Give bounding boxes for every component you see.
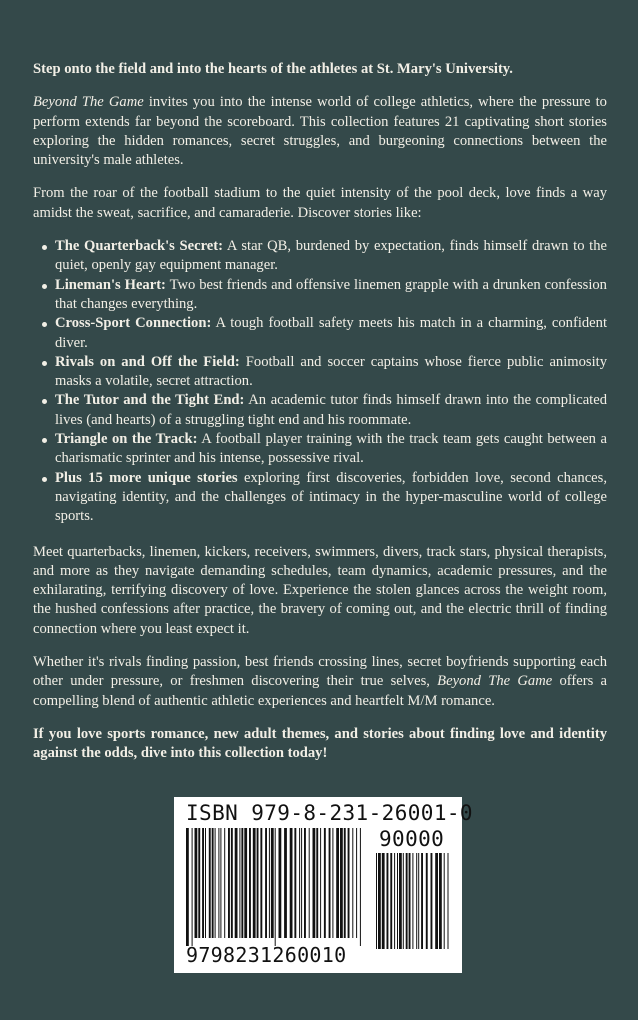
paragraph-1-text: invites you into the intense world of college athletics, where the pressure to perform extends far beyond the scoreboard. This collection features 21 captivating short stories exploring the hidden romances, secret struggles, and burgeoning connections between the university's male athletes. (33, 94, 607, 169)
barcode-bar (439, 853, 442, 949)
isbn-barcode (174, 797, 473, 973)
barcode-bar (340, 828, 343, 938)
story-title: Lineman's Heart: (55, 276, 166, 293)
paragraph-4-text-b: offers a compelling blend of authentic athletic experiences and heartfelt M/M romance. (33, 673, 607, 709)
barcode-bar (403, 853, 404, 949)
list-item (33, 469, 607, 527)
barcode-bar (309, 828, 310, 938)
barcode-bar (244, 828, 247, 938)
barcode-bar (195, 828, 198, 938)
barcode-bar (313, 828, 316, 938)
book-title-2: Beyond The Game (437, 673, 553, 690)
story-list (33, 237, 607, 526)
barcode-bar (448, 853, 449, 949)
barcode-bar (336, 828, 339, 938)
barcode-bar (376, 853, 377, 949)
barcode-bar (239, 828, 240, 938)
barcode-bar (378, 853, 381, 949)
barcode-bar (253, 828, 256, 938)
barcode-bar (284, 828, 287, 938)
barcode-bar (299, 828, 300, 938)
barcode-bar (394, 853, 395, 949)
story-title: The Quarterback's Secret: (55, 238, 224, 255)
story-text: exploring first discoveries, forbidden love, second chances, navigating identity, and the challenges of intimacy in the hyper-masculine world of college sports. (55, 469, 607, 525)
story-text: A star QB, burdened by expectation, finds himself drawn to the quiet, openly gay equipment manager. (55, 238, 608, 274)
barcode-bar (294, 828, 296, 938)
barcode-bar (382, 853, 385, 949)
paragraph-4 (33, 653, 607, 711)
barcode-bar (360, 828, 361, 946)
barcode-bar (269, 828, 270, 938)
barcode-bar (390, 853, 392, 949)
story-text: A tough football safety meets his match in a charming, confident diver. (55, 315, 607, 351)
barcode-bar (329, 828, 331, 938)
barcode-bar (304, 828, 306, 938)
list-item (33, 314, 607, 353)
barcode-bar (412, 853, 413, 949)
barcode-bar (209, 828, 211, 938)
barcode-bar (348, 828, 350, 938)
barcode-bar (235, 828, 238, 938)
barcode-bar (218, 828, 219, 938)
barcode-bars-addon (376, 853, 450, 957)
barcode-bar (406, 853, 408, 949)
barcode-bar (431, 853, 433, 949)
paragraph-4-text-a: Whether it's rivals finding passion, best friends crossing lines, secret boyfriends supporting each other under pressure, or freshmen discovering their true selves, (33, 654, 607, 690)
story-text: Football and soccer captains whose fierce public animosity masks a volatile, secret attraction. (55, 353, 608, 390)
list-item (33, 276, 607, 315)
barcode-bar (212, 828, 214, 938)
story-title: Cross-Sport Connection: (55, 315, 212, 332)
barcode-bar (231, 828, 233, 938)
barcode-bar (444, 853, 445, 949)
closing-call-to-action: If you love sports romance, new adult themes, and stories about finding love and identity against the odds, dive into this collection today! (33, 725, 607, 762)
barcode-bar (271, 828, 274, 938)
barcode-bar (224, 828, 225, 938)
story-title: Plus 15 more unique stories (55, 469, 238, 486)
barcode-bar (387, 853, 389, 949)
barcode-bar (279, 828, 282, 938)
barcode-bar (198, 828, 200, 938)
barcode-bar (249, 828, 251, 938)
barcode-bars-main (186, 828, 364, 946)
story-text: Two best friends and offensive linemen grapple with a drunken confession that changes everything. (55, 276, 607, 312)
book-title-1: Beyond The Game (33, 94, 144, 111)
barcode-bar (397, 853, 398, 949)
barcode-bar (324, 828, 326, 938)
story-text: An academic tutor finds himself drawn into the complicated lives (and hearts) of a struggling tight end and his roommate. (55, 392, 607, 428)
back-cover-blurb (33, 60, 607, 778)
barcode-bar (228, 828, 230, 938)
barcode-bar (265, 828, 267, 938)
barcode-bar (418, 853, 419, 949)
barcode-bar (356, 828, 357, 938)
isbn-label: ISBN 979-8-231-26001-0 (186, 801, 473, 825)
barcode-bar (409, 853, 411, 949)
barcode-bar (241, 828, 243, 938)
price-code: 90000 (379, 827, 445, 851)
story-title: The Tutor and the Tight End: (55, 392, 245, 409)
barcode-bar (215, 828, 216, 938)
barcode-bar (416, 853, 417, 949)
list-item (33, 430, 607, 469)
story-title: Triangle on the Track: (55, 431, 198, 448)
barcode-bar (257, 828, 259, 938)
barcode-bar (332, 828, 333, 938)
list-item (33, 353, 607, 392)
barcode-bar (352, 828, 353, 938)
intro-line: Step onto the field and into the hearts of the athletes at St. Mary's University. (33, 61, 513, 77)
barcode-bar (316, 828, 318, 938)
list-item (33, 237, 607, 276)
list-item (33, 391, 607, 430)
barcode-bar (320, 828, 321, 938)
story-title: Rivals on and Off the Field: (55, 353, 240, 370)
barcode-bar (275, 828, 276, 946)
barcode-bar (202, 828, 204, 938)
barcode-bar (399, 853, 402, 949)
barcode-bar (260, 828, 262, 938)
barcode-bar (205, 828, 206, 938)
barcode-bar (426, 853, 428, 949)
barcode-bar (421, 853, 423, 949)
barcode-bar (344, 828, 346, 938)
story-text: A football player training with the track team gets caught between a charismatic sprinter and his intense, possessive rival. (55, 431, 607, 467)
paragraph-3: Meet quarterbacks, linemen, kickers, receivers, swimmers, divers, track stars, physical therapists, and more as they navigate demanding schedules, team dynamics, academic pressures, and the exhilarating, terrifying discovery of love. Experience the stolen glances across the weight room, the hushed confessions after practice, the bravery of coming out, and the electric thrill of finding connection where you least expect it. (33, 543, 607, 637)
barcode-bar (192, 828, 193, 946)
barcode-bar (290, 828, 293, 938)
barcode-bar (435, 853, 438, 949)
barcode-bar (301, 828, 302, 938)
barcode-number: 9798231260010 (186, 943, 347, 967)
paragraph-2: From the roar of the football stadium to the quiet intensity of the pool deck, love finds a way amidst the sweat, sacrifice, and camaraderie. Discover stories like: (33, 185, 607, 221)
barcode-bar (186, 828, 189, 946)
barcode-bar (220, 828, 221, 938)
paragraph-1 (33, 93, 607, 170)
